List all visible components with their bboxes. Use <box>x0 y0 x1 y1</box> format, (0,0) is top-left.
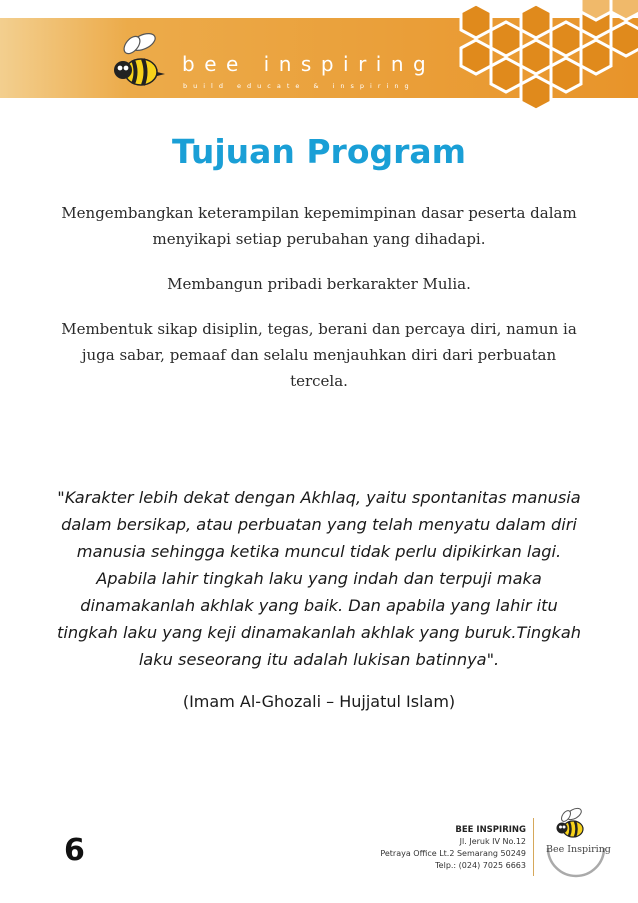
brand-name: bee inspiring <box>182 52 436 76</box>
contact-name: BEE INSPIRING <box>455 825 526 835</box>
honeycomb-cell <box>551 22 581 56</box>
honeycomb-cell <box>551 58 581 92</box>
goals-section <box>60 200 578 413</box>
honeycomb-cell <box>581 40 611 74</box>
honeycomb-cell <box>521 40 551 74</box>
quote-source: (Imam Al-Ghozali – Hujjatul Islam) <box>182 692 456 711</box>
honeycomb-cell <box>491 22 521 56</box>
contact-address-line: Jl. Jeruk IV No.12 <box>459 837 526 846</box>
honeycomb-cell <box>461 4 491 38</box>
honeycomb-cell <box>521 4 551 38</box>
honeycomb-cell <box>611 22 638 56</box>
honeycomb-cell <box>491 58 521 92</box>
quote-text: "Karakter lebih dekat dengan Akhlaq, yaitu spontanitas manusia dalam bersikap, atau perbuatan yang telah menyatu dalam diri manusia sehingga ketika muncul tidak perlu dipikirkan lagi. Apabila lahir tingkah laku yang indah dan terpuji maka dinamakanlah akhlak yang baik. Dan apabila yang lahir itu tingkah laku yang keji dinamakanlah akhlak yang buruk.Tingkah laku seseorang itu adalah lukisan batinnya". <box>56 488 582 669</box>
honeycomb-cell <box>521 76 551 110</box>
footer-logo-text: Bee Inspiring <box>546 844 611 855</box>
honeycomb-cell <box>461 40 491 74</box>
contact-phone: Telp.: (024) 7025 6663 <box>435 861 526 870</box>
honeycomb-cell-light <box>611 0 638 20</box>
contact-block <box>360 824 526 872</box>
brand-tagline: build educate & inspiring <box>183 82 415 90</box>
goal-paragraph: Membangun pribadi berkarakter Mulia. <box>167 275 471 293</box>
goal-paragraph: Mengembangkan keterampilan kepemimpinan dasar peserta dalam menyikapi setiap perubahan yang dihadapi. <box>61 204 577 248</box>
bee-logo-icon <box>105 30 173 92</box>
page-number: 6 <box>64 833 85 868</box>
goal-paragraph: Membentuk sikap disiplin, tegas, berani dan percaya diri, namun ia juga sabar, pemaaf dan selalu menjauhkan diri dari perbuatan tercela. <box>61 320 577 390</box>
contact-address-line: Petraya Office Lt.2 Semarang 50249 <box>380 849 526 858</box>
header-banner <box>0 0 638 120</box>
page-title: Tujuan Program <box>171 132 467 171</box>
footer-divider <box>533 818 534 876</box>
footer-logo-icon <box>540 804 612 880</box>
